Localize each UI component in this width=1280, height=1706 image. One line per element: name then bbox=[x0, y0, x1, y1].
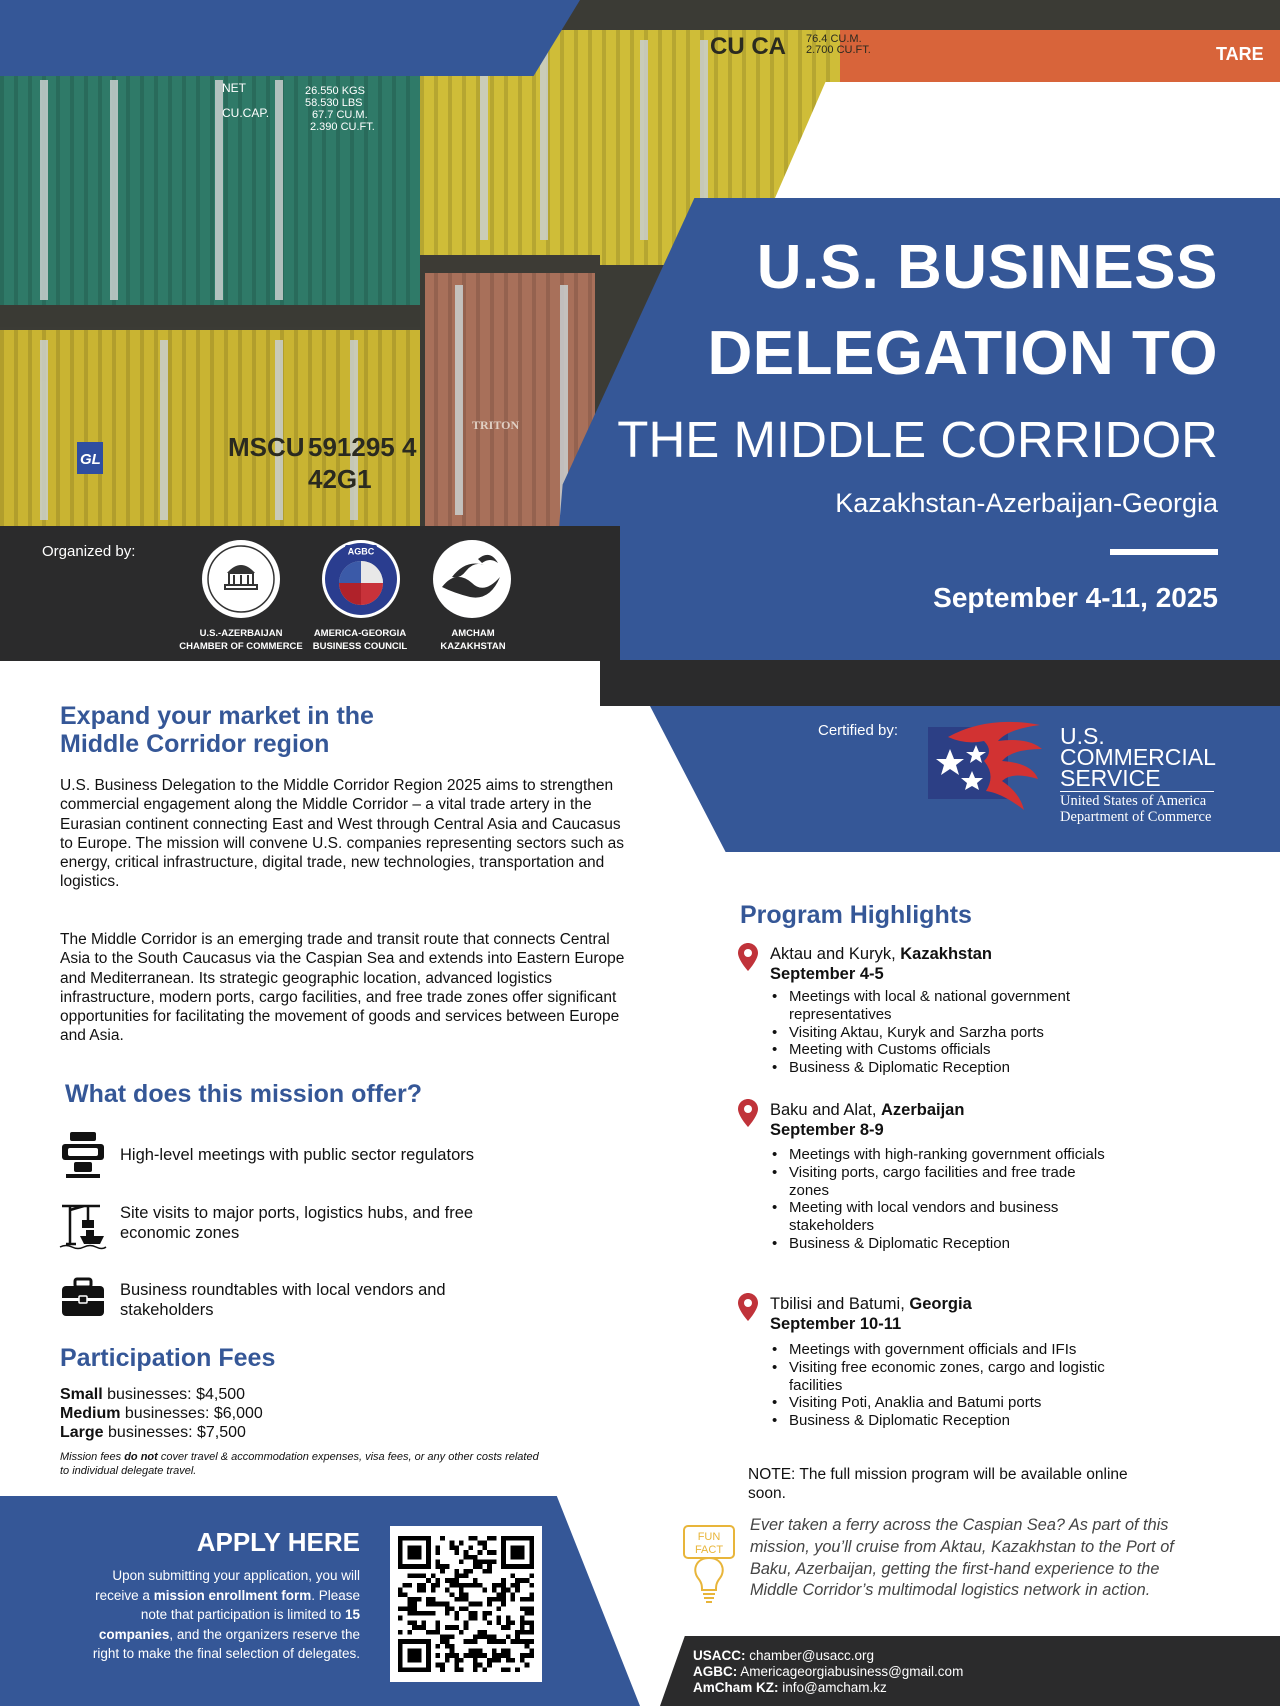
usacc-seal-icon bbox=[201, 539, 281, 619]
weight-1: 26.550 KGS bbox=[305, 85, 365, 97]
agbc-badge: AGBC bbox=[347, 546, 375, 557]
ucs-divider bbox=[1060, 791, 1214, 792]
certified-by-label: Certified by: bbox=[818, 722, 899, 739]
org-name-usacc: U.S.-AZERBAIJAN CHAMBER OF COMMERCE bbox=[179, 628, 303, 652]
program-highlights-heading: Program Highlights bbox=[740, 901, 972, 929]
location-pin-icon bbox=[738, 1293, 758, 1321]
location-pin-icon bbox=[738, 1099, 758, 1127]
location-pin-icon bbox=[738, 943, 758, 971]
stop-3-heading: Tbilisi and Batumi, Georgia September 10-11 bbox=[770, 1295, 972, 1333]
offer-item-2: Site visits to major ports, logistics hubs, and free economic zones bbox=[120, 1204, 474, 1242]
intro-paragraph-2: The Middle Corridor is an emerging trade and transit route that connects Central Asia to the South Caucasus via the Caspian Sea and extends into Eastern Europe and Mediterranean. Its strategic geographic location, advanced logistics infrastructure, modern ports, cargo facilities, and free trade zones offer significant opportunities for facilitating the movement of goods and services between Europe and Asia. bbox=[60, 931, 625, 1045]
weight-2: 58.530 LBS bbox=[305, 97, 363, 109]
org-name-amcham: AMCHAM KAZAKHSTAN bbox=[440, 628, 506, 652]
list-item: • Meetings with high-ranking government officials bbox=[770, 1146, 1110, 1164]
list-item: • Meetings with local & national government representatives bbox=[770, 988, 1110, 1024]
us-commercial-service-flag-icon bbox=[928, 715, 1048, 810]
contact-usacc[interactable]: USACC: chamber@usacc.org bbox=[693, 1648, 875, 1663]
stop-2-heading: Baku and Alat, Azerbaijan September 8-9 bbox=[770, 1101, 965, 1139]
weight-4: 2.390 CU.FT. bbox=[310, 121, 375, 133]
list-item: • Meetings with government officials and IFIs bbox=[770, 1341, 1110, 1359]
list-item: • Business & Diplomatic Reception bbox=[770, 1412, 1110, 1430]
fun-label: FUN bbox=[697, 1531, 721, 1543]
fee-row-medium: Medium businesses: $6,000 bbox=[60, 1405, 263, 1422]
cu-ca-label: CU CA bbox=[710, 33, 786, 60]
countries-subtitle: Kazakhstan-Azerbaijan-Georgia bbox=[835, 488, 1218, 518]
organized-by-label: Organized by: bbox=[42, 543, 136, 560]
list-item: • Business & Diplomatic Reception bbox=[770, 1235, 1110, 1253]
stop-1-bullets bbox=[770, 988, 1110, 1077]
qr-code-icon[interactable] bbox=[390, 1526, 542, 1682]
ucs-subtitle-2: Department of Commerce bbox=[1060, 809, 1212, 825]
container-code: 42G1 bbox=[308, 464, 372, 494]
fee-row-large: Large businesses: $7,500 bbox=[60, 1424, 246, 1441]
offer-item-3: Business roundtables with local vendors and stakeholders bbox=[120, 1281, 446, 1319]
apply-instructions: Upon submitting your application, you will receive a mission enrollment form. Please note that participation is limited to 15 companies, and the organizers reserve the right to make the final selection of delegates. bbox=[92, 1568, 360, 1661]
volume-1: 76.4 CU.M. bbox=[806, 33, 862, 45]
weight-3: 67.7 CU.M. bbox=[312, 109, 368, 121]
fact-label: FACT bbox=[694, 1544, 724, 1556]
title-line-3: THE MIDDLE CORRIDOR bbox=[617, 411, 1218, 468]
amcham-wave-icon bbox=[432, 539, 512, 619]
stop-3-bullets bbox=[770, 1341, 1110, 1430]
container-number: 591295 4 bbox=[308, 432, 417, 462]
expand-market-heading: Expand your market in the Middle Corridor region bbox=[60, 702, 374, 758]
fun-fact-text: Ever taken a ferry across the Caspian Sea? As part of this mission, you’ll cruise from Aktau, Kazakhstan to the Port of Baku, Azerbaijan, getting the first-hand experience to the Middle Corridor’s multimodal logistics network in action. bbox=[750, 1516, 1174, 1600]
list-item: • Meeting with Customs officials bbox=[770, 1041, 1110, 1059]
list-item: • Visiting Poti, Anaklia and Batumi ports bbox=[770, 1394, 1110, 1412]
org-name-agbc: AMERICA-GEORGIA BUSINESS COUNCIL bbox=[312, 628, 408, 652]
title-line-1: U.S. BUSINESS bbox=[756, 233, 1218, 302]
ucs-title-2: COMMERCIAL bbox=[1060, 744, 1216, 770]
dark-divider-band bbox=[600, 660, 1280, 706]
stop-1-heading: Aktau and Kuryk, Kazakhstan September 4-5 bbox=[770, 945, 992, 983]
meeting-table-icon bbox=[58, 1130, 108, 1180]
ucs-title-1: U.S. bbox=[1060, 723, 1105, 749]
fun-fact-lightbulb-icon bbox=[682, 1524, 736, 1606]
program-note: NOTE: The full mission program will be available online soon. bbox=[748, 1466, 1128, 1502]
tare-label: TARE bbox=[1216, 44, 1264, 64]
contact-agbc[interactable]: AGBC: Americageorgiabusiness@gmail.com bbox=[693, 1664, 964, 1679]
list-item: • Business & Diplomatic Reception bbox=[770, 1059, 1110, 1077]
mscu-label: MSCU bbox=[228, 432, 305, 462]
fees-disclaimer: Mission fees do not cover travel & accommodation expenses, visa fees, or any other costs related to individual delegate travel. bbox=[60, 1451, 539, 1477]
ucs-subtitle-1: United States of America bbox=[1060, 793, 1207, 809]
mission-offer-heading: What does this mission offer? bbox=[65, 1080, 422, 1108]
participation-fees-heading: Participation Fees bbox=[60, 1344, 276, 1372]
offer-item-1: High-level meetings with public sector regulators bbox=[120, 1146, 474, 1164]
net-label: NET bbox=[222, 81, 246, 95]
triton-label: TRITON bbox=[472, 418, 520, 432]
contact-amcham[interactable]: AmCham KZ: info@amcham.kz bbox=[693, 1680, 887, 1695]
cucap-label: CU.CAP. bbox=[222, 106, 270, 120]
ucs-title-3: SERVICE bbox=[1060, 765, 1161, 791]
title-line-2: DELEGATION TO bbox=[707, 319, 1218, 388]
fee-row-small: Small businesses: $4,500 bbox=[60, 1386, 246, 1403]
briefcase-icon bbox=[58, 1273, 108, 1323]
stop-2-bullets bbox=[770, 1146, 1110, 1253]
port-crane-icon bbox=[58, 1200, 108, 1250]
qr-code-pattern[interactable] bbox=[398, 1534, 534, 1674]
apply-here-heading[interactable]: APPLY HERE bbox=[196, 1527, 360, 1557]
list-item: • Visiting Aktau, Kuryk and Sarzha ports bbox=[770, 1024, 1110, 1042]
title-divider bbox=[1110, 549, 1218, 555]
list-item: • Meeting with local vendors and business stakeholders bbox=[770, 1199, 1110, 1235]
list-item: • Visiting ports, cargo facilities and free trade zones bbox=[770, 1164, 1110, 1200]
intro-paragraph-1: U.S. Business Delegation to the Middle Corridor Region 2025 aims to strengthen commercial engagement along the Middle Corridor – a vital trade artery in the Eurasian continent connecting East and West through Central Asia and Caucasus to Europe. The mission will convene U.S. companies representing sectors such as energy, critical infrastructure, digital trade, new technologies, transportation and logistics. bbox=[60, 777, 625, 891]
gl-label: GL bbox=[80, 451, 101, 468]
top-right-cutout bbox=[775, 82, 1280, 198]
top-left-accent bbox=[0, 0, 580, 76]
volume-2: 2.700 CU.FT. bbox=[806, 44, 871, 56]
agbc-globe-icon bbox=[321, 539, 401, 619]
event-dates: September 4-11, 2025 bbox=[933, 582, 1218, 613]
list-item: • Visiting free economic zones, cargo and logistic facilities bbox=[770, 1359, 1110, 1395]
